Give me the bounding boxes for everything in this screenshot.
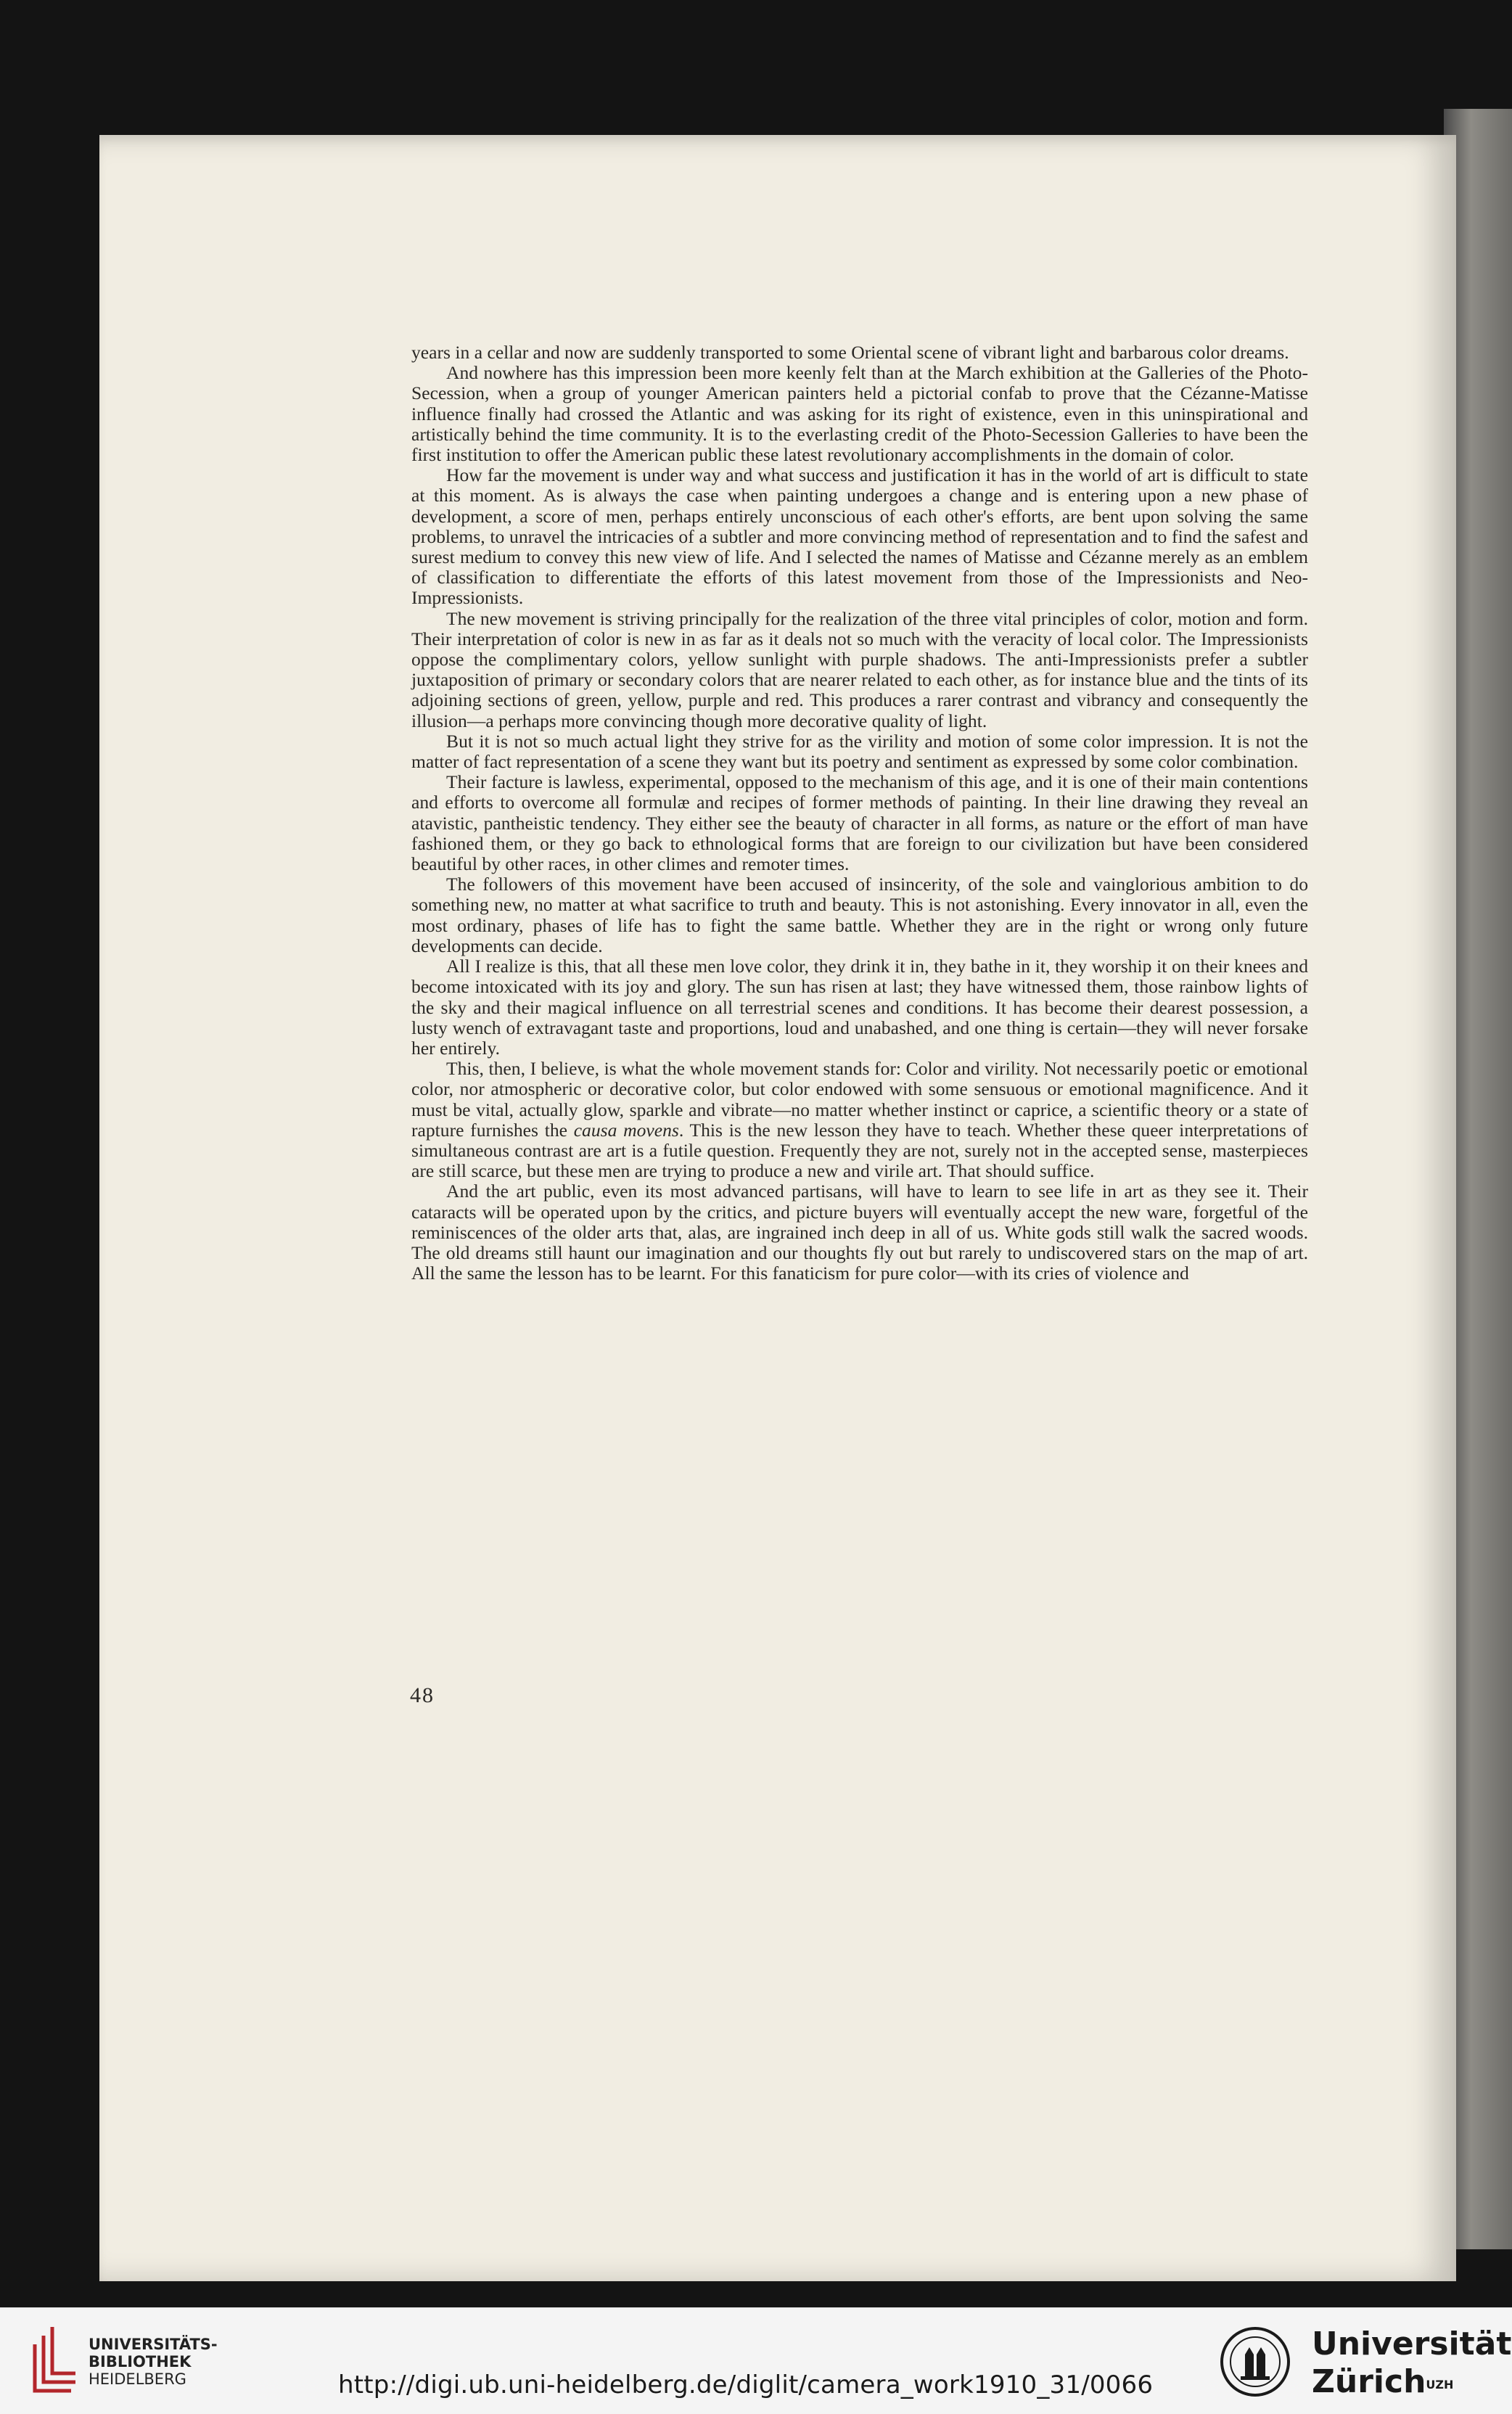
university-library-logo-icon bbox=[28, 2323, 78, 2398]
library-name-line: HEIDELBERG bbox=[89, 2370, 186, 2388]
paragraph: The followers of this movement have been accused of insincerity, of the sole and vainglorious ambition to do something new, no matter at what sacrifice to truth and beauty. This is not astonishing. Every innovator in all, even the most ordinary, phases of life has to fight the same battle. Whether they are in the right or wrong only future developments can decide. bbox=[411, 874, 1308, 956]
paragraph: The new movement is striving principally for the realization of the three vital principles of color, motion and form. Their interpretation of color is new in as far as it deals not so much with the veracity of local color. The Impressionists oppose the complimentary colors, yellow sunlight with purple shadows. The anti-Impressionists prefer a subtler juxtaposition of primary or secondary colors that are nearer related to each other, as for instance blue and the tints of its adjoining sections of green, yellow, purple and red. This produces a rarer contrast and vibrancy and consequently the illusion—a perhaps more convincing though more decorative quality of light. bbox=[411, 607, 1308, 731]
uzh-name-line bbox=[1312, 2363, 1511, 2401]
uzh-city: Zürich bbox=[1312, 2363, 1426, 2400]
paragraph: And nowhere has this impression been more keenly felt than at the March exhibition at the Galleries of the Photo-Secession, when a group of younger American painters held a pictorial confab to prove that the Cézanne-Matisse influence finally had crossed the Atlantic and was asking for its right of existence, even in this uninspirational and artistically behind the time community. It is to the everlasting credit of the Photo-Secession Galleries to have been the first institution to offer the American public these latest revolutionary accomplishments in the domain of color. bbox=[411, 362, 1308, 466]
paragraph: How far the movement is under way and what success and justification it has in the world of art is difficult to state at this moment. As is always the case when painting undergoes a change and is entering upon a new phase of development, a score of men, perhaps entirely unconscious of each other's efforts, are bent upon solving the same problems, to unravel the intricacies of a subtler and more convincing method of representation and to find the safest and surest medium to convey this new view of life. And I selected the names of Matisse and Cézanne merely as an emblem of classification to differentiate the efforts of this latest movement from those of the Impressionists and Neo-Impressionists. bbox=[411, 464, 1308, 609]
paragraph: But it is not so much actual light they strive for as the virility and motion of some color impression. It is not the matter of fact representation of a scene they want but its poetry and sentiment as expressed by some color combination. bbox=[411, 730, 1308, 773]
page-number: 48 bbox=[410, 1683, 435, 1707]
library-name-line: BIBLIOTHEK bbox=[89, 2353, 192, 2370]
paragraph: All I realize is this, that all these men love color, they drink it in, they bathe in it, they worship it on their knees and become intoxicated with its joy and glory. The sun has risen at last; they have witnessed them, those rainbow lights of the sky and their magical influence on all terrestrial scenes and conditions. It has become their dearest possession, a lusty wench of extravagant taste and proportions, loud and unabashed, and one thing is certain—they will never forsake her entirely. bbox=[411, 956, 1308, 1059]
paragraph: Their facture is lawless, experimental, opposed to the mechanism of this age, and it is one of their main contentions and efforts to overcome all formulæ and recipes of former methods of painting. In their line drawing they reveal an atavistic, pantheistic tendency. They either see the beauty of character in all forms, as nature or the effort of man have fashioned them, or they go back to ethnological forms that are foreign to our civilization but have been considered beautiful by other races, in other climes and remoter times. bbox=[411, 771, 1308, 875]
paragraph: This, then, I believe, is what the whole movement stands for: Color and virility. Not necessarily poetic or emotional color, nor atmospheric or decorative color, but color endowed with some sensuous or emotional magnificence. And it must be vital, actually glow, sparkle and vibrate—no matter whether instinct or caprice, a scientific theory or a state of rapture furnishes the causa movens. This is the new lesson they have to teach. Whether these queer interpretations of simultaneous contrast are art is a futile question. Frequently they are not, surely not in the accepted sense, masterpieces are still scarce, but these men are trying to produce a new and virile art. That should suffice. bbox=[411, 1058, 1308, 1182]
footer-bar bbox=[0, 2307, 1512, 2414]
library-name-line: UNIVERSITÄTS- bbox=[89, 2336, 218, 2353]
italic-phrase: causa movens bbox=[573, 1119, 679, 1141]
uzh-name-line: Universität bbox=[1312, 2325, 1512, 2362]
library-name bbox=[89, 2336, 218, 2388]
uzh-name bbox=[1312, 2325, 1511, 2401]
body-text bbox=[411, 342, 1308, 1284]
paragraph: And the art public, even its most advanced partisans, will have to learn to see life in art as they see it. Their cataracts will be operated upon by the critics, and picture buyers will eventually accept the new ware, forgetful of the reminiscences of the older arts that, alas, are ingrained inch deep in all of us. White gods still walk the sacred woods. The old dreams still haunt our imagination and our thoughts fly out but rarely to undiscovered stars on the map of art. All the same the lesson has to be learnt. For this fanaticism for pure color—with its cries of violence and bbox=[411, 1181, 1308, 1284]
uzh-superscript: UZH bbox=[1426, 2378, 1454, 2392]
paragraph: years in a cellar and now are suddenly transported to some Oriental scene of vibrant light and barbarous color dreams. bbox=[411, 342, 1289, 363]
permalink-url[interactable]: http://digi.ub.uni-heidelberg.de/diglit/camera_work1910_31/0066 bbox=[338, 2370, 1154, 2399]
university-seal-icon bbox=[1219, 2325, 1291, 2398]
